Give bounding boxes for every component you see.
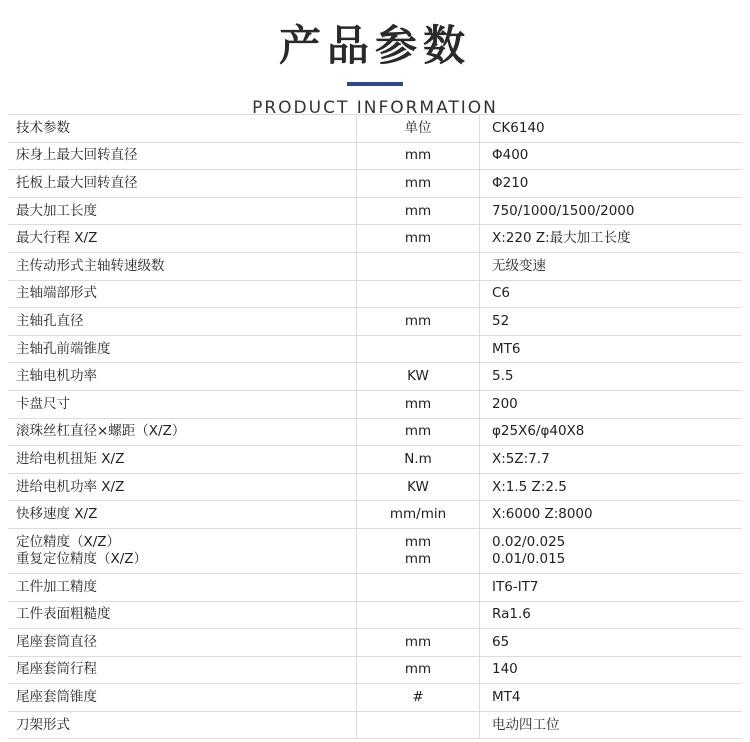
spec-table xyxy=(8,114,742,739)
table-row xyxy=(8,446,742,474)
table-row xyxy=(8,115,742,143)
value-cell: 65 xyxy=(480,629,743,657)
value-cell: Φ210 xyxy=(480,170,743,198)
value-cell: 无级变速 xyxy=(480,252,743,280)
value-cell: 5.5 xyxy=(480,363,743,391)
unit-cell: mm xyxy=(357,142,480,170)
value-cell: 140 xyxy=(480,656,743,684)
param-cell: 最大加工长度 xyxy=(8,197,357,225)
value-cell: MT4 xyxy=(480,684,743,712)
param-cell: 床身上最大回转直径 xyxy=(8,142,357,170)
value-cell: 0.02/0.025 0.01/0.015 xyxy=(480,528,743,573)
param-cell: 主轴电机功率 xyxy=(8,363,357,391)
value-cell: 电动四工位 xyxy=(480,711,743,739)
unit-cell xyxy=(357,711,480,739)
value-cell: Φ400 xyxy=(480,142,743,170)
table-row xyxy=(8,335,742,363)
value-cell: C6 xyxy=(480,280,743,308)
param-cell: 托板上最大回转直径 xyxy=(8,170,357,198)
spec-table-body xyxy=(8,115,742,739)
value-cell: 200 xyxy=(480,390,743,418)
table-row xyxy=(8,528,742,573)
table-row xyxy=(8,308,742,336)
table-row xyxy=(8,418,742,446)
unit-cell: mm xyxy=(357,308,480,336)
value-cell: CK6140 xyxy=(480,115,743,143)
table-row xyxy=(8,197,742,225)
table-row xyxy=(8,142,742,170)
table-row xyxy=(8,501,742,529)
unit-cell: mm xyxy=(357,629,480,657)
table-row xyxy=(8,684,742,712)
value-cell: X:1.5 Z:2.5 xyxy=(480,473,743,501)
table-row xyxy=(8,363,742,391)
unit-cell: KW xyxy=(357,473,480,501)
param-cell: 最大行程 X/Z xyxy=(8,225,357,253)
unit-cell xyxy=(357,573,480,601)
value-cell: 52 xyxy=(480,308,743,336)
table-row xyxy=(8,629,742,657)
value-cell: X:6000 Z:8000 xyxy=(480,501,743,529)
param-cell: 进给电机功率 X/Z xyxy=(8,473,357,501)
param-cell: 定位精度（X/Z） 重复定位精度（X/Z） xyxy=(8,528,357,573)
value-cell: X:220 Z:最大加工长度 xyxy=(480,225,743,253)
unit-cell: KW xyxy=(357,363,480,391)
param-cell: 工件加工精度 xyxy=(8,573,357,601)
unit-cell: mm xyxy=(357,197,480,225)
unit-cell: # xyxy=(357,684,480,712)
param-cell: 快移速度 X/Z xyxy=(8,501,357,529)
table-row xyxy=(8,601,742,629)
param-cell: 主传动形式主轴转速级数 xyxy=(8,252,357,280)
value-cell: X:5Z:7.7 xyxy=(480,446,743,474)
unit-cell: mm xyxy=(357,390,480,418)
value-cell: IT6-IT7 xyxy=(480,573,743,601)
title-underline xyxy=(347,82,403,86)
table-row xyxy=(8,473,742,501)
param-cell: 滚珠丝杠直径×螺距（X/Z） xyxy=(8,418,357,446)
unit-cell: mm xyxy=(357,656,480,684)
param-cell: 进给电机扭矩 X/Z xyxy=(8,446,357,474)
param-cell: 尾座套筒锥度 xyxy=(8,684,357,712)
param-cell: 尾座套筒行程 xyxy=(8,656,357,684)
param-cell: 技术参数 xyxy=(8,115,357,143)
table-row xyxy=(8,252,742,280)
page-title: 产品参数 xyxy=(278,21,471,70)
param-cell: 尾座套筒直径 xyxy=(8,629,357,657)
unit-cell xyxy=(357,252,480,280)
unit-cell: mm xyxy=(357,170,480,198)
value-cell: φ25X6/φ40X8 xyxy=(480,418,743,446)
value-cell: 750/1000/1500/2000 xyxy=(480,197,743,225)
unit-cell: mm xyxy=(357,225,480,253)
page-subtitle: PRODUCT INFORMATION xyxy=(252,98,498,118)
table-row xyxy=(8,170,742,198)
unit-cell: 单位 xyxy=(357,115,480,143)
table-row xyxy=(8,573,742,601)
param-cell: 工件表面粗糙度 xyxy=(8,601,357,629)
param-cell: 主轴孔前端锥度 xyxy=(8,335,357,363)
param-cell: 卡盘尺寸 xyxy=(8,390,357,418)
table-row xyxy=(8,656,742,684)
unit-cell xyxy=(357,280,480,308)
unit-cell: mm/min xyxy=(357,501,480,529)
unit-cell xyxy=(357,335,480,363)
unit-cell: N.m xyxy=(357,446,480,474)
table-row xyxy=(8,225,742,253)
value-cell: Ra1.6 xyxy=(480,601,743,629)
param-cell: 主轴端部形式 xyxy=(8,280,357,308)
unit-cell: mm xyxy=(357,418,480,446)
table-row xyxy=(8,280,742,308)
param-cell: 刀架形式 xyxy=(8,711,357,739)
value-cell: MT6 xyxy=(480,335,743,363)
unit-cell xyxy=(357,601,480,629)
table-row xyxy=(8,711,742,739)
table-row xyxy=(8,390,742,418)
param-cell: 主轴孔直径 xyxy=(8,308,357,336)
unit-cell: mm mm xyxy=(357,528,480,573)
